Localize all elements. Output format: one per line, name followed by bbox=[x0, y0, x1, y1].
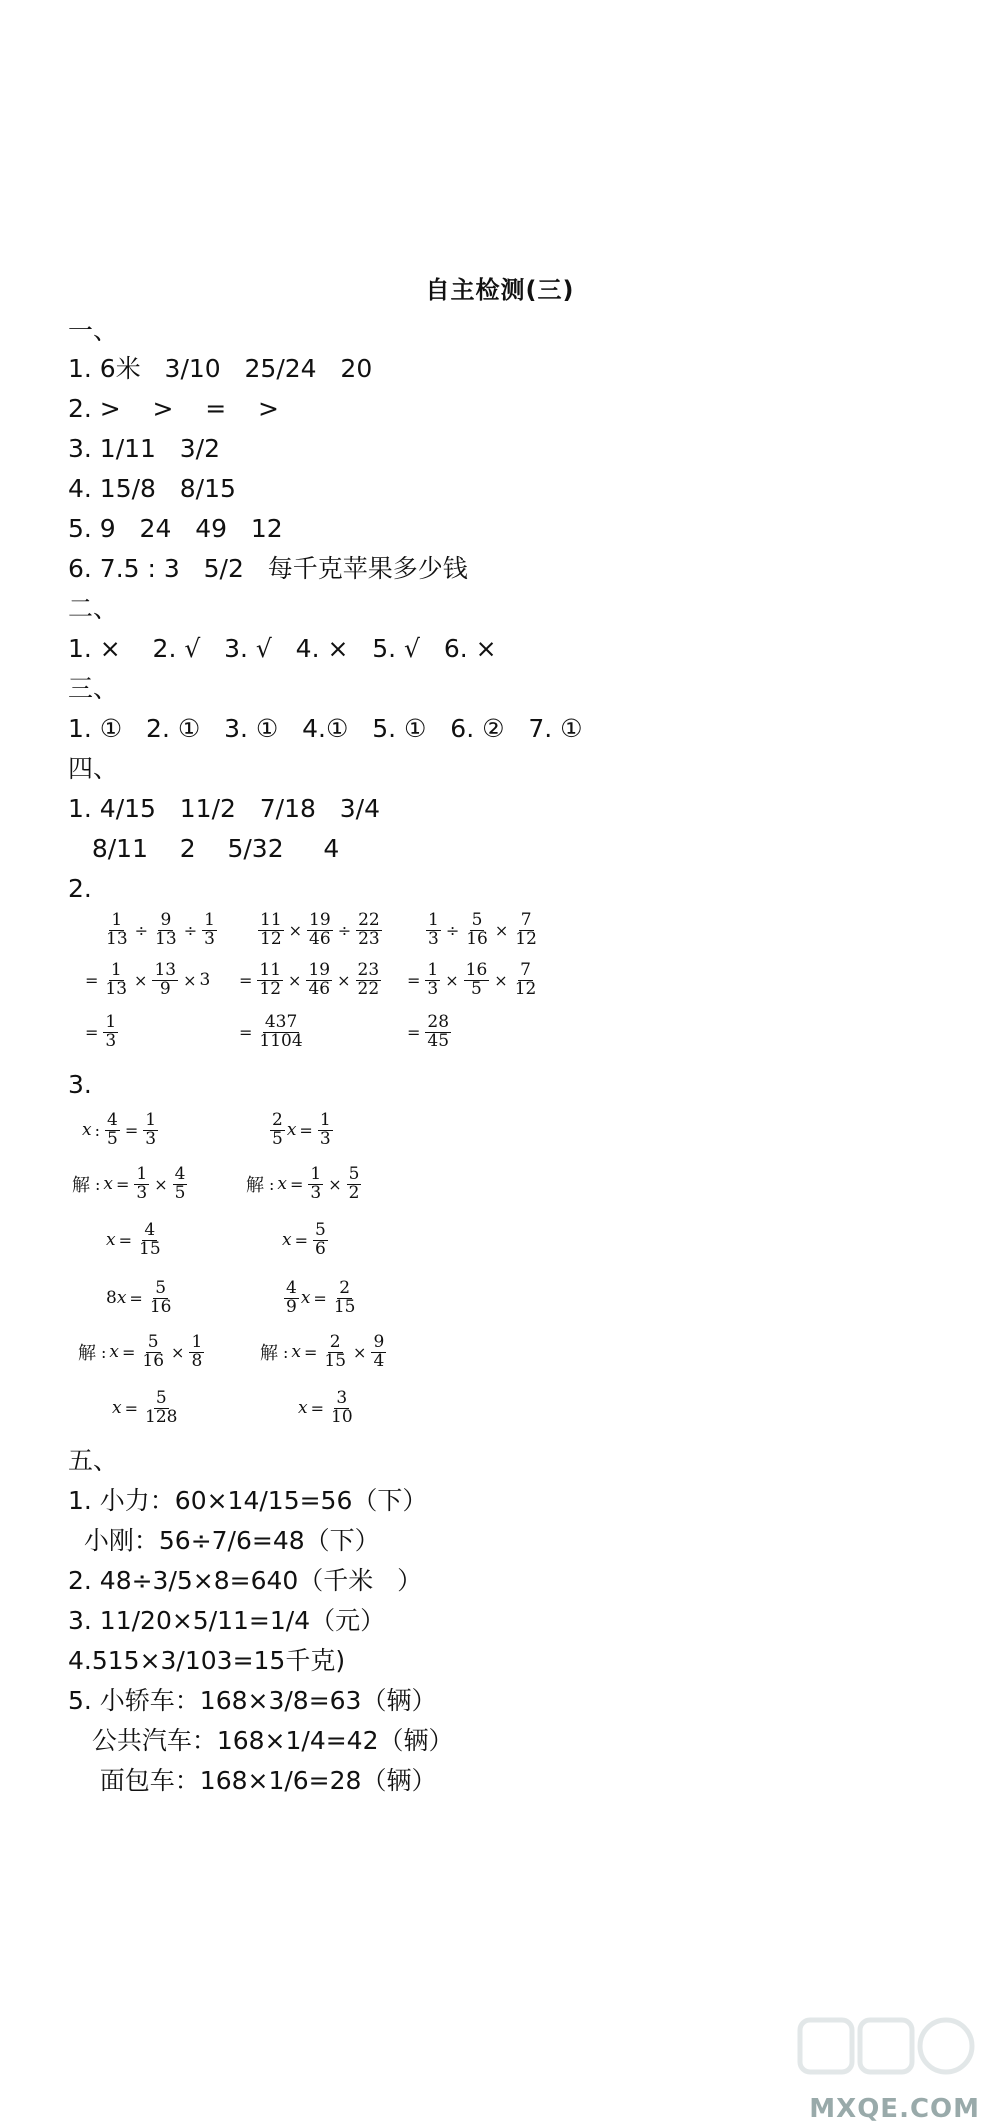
calc-1-line-1: $\frac{1}{13}$ ÷ $\frac{9}{13}$ ÷ $\frac{1}{3}$ bbox=[106, 910, 215, 949]
equation-b-line-1: $\frac{2}{5}$ x = $\frac{1}{3}$ bbox=[272, 1110, 331, 1149]
question-label: 2. bbox=[68, 874, 92, 903]
section-heading-2: 二、 bbox=[68, 594, 119, 623]
equation-a-line-3: x = $\frac{4}{15}$ bbox=[106, 1220, 161, 1259]
answer-line: 5. 小轿车：168×3/8=63（辆） bbox=[68, 1686, 437, 1715]
equation-a-line-1: x : $\frac{4}{5}$ = $\frac{1}{3}$ bbox=[82, 1110, 157, 1149]
calc-1-line-3: = $\frac{1}{3}$ bbox=[85, 1012, 117, 1051]
section-heading-4: 四、 bbox=[68, 754, 119, 783]
section-heading-5: 五、 bbox=[68, 1446, 119, 1475]
answer-line: 2. > > = > bbox=[68, 394, 279, 423]
page-title: 自主检测(三) bbox=[425, 276, 575, 304]
calc-2-line-3: = $\frac{437}{1104}$ bbox=[239, 1012, 303, 1051]
equation-c-line-2: 解 : x = $\frac{5}{16}$ × $\frac{1}{8}$ bbox=[78, 1332, 203, 1371]
equation-d-line-1: $\frac{4}{9}$ x = $\frac{2}{15}$ bbox=[286, 1278, 356, 1317]
calc-2-line-1: $\frac{11}{12}$ × $\frac{19}{46}$ ÷ $\frac{22}{23}$ bbox=[260, 910, 380, 949]
answer-line: 1. × 2. √ 3. √ 4. × 5. √ 6. × bbox=[68, 634, 497, 663]
equation-d-line-2: 解 : x = $\frac{2}{15}$ × $\frac{9}{4}$ bbox=[260, 1332, 385, 1371]
answer-line: 1. ① 2. ① 3. ① 4.① 5. ① 6. ② 7. ① bbox=[68, 714, 583, 743]
section-heading-3: 三、 bbox=[68, 674, 119, 703]
equation-b-line-2: 解 : x = $\frac{1}{3}$ × $\frac{5}{2}$ bbox=[246, 1164, 360, 1203]
answer-line: 面包车：168×1/6=28（辆） bbox=[68, 1766, 437, 1795]
section-heading-1: 一、 bbox=[68, 316, 119, 345]
answer-line: 5. 9 24 49 12 bbox=[68, 514, 283, 543]
calc-2-line-2: = $\frac{11}{12}$ × $\frac{19}{46}$ × $\frac{23}{22}$ bbox=[239, 960, 380, 999]
calc-3-line-3: = $\frac{28}{45}$ bbox=[407, 1012, 450, 1051]
answer-line: 4. 15/8 8/15 bbox=[68, 474, 236, 503]
equation-a-line-2: 解 : x = $\frac{1}{3}$ × $\frac{4}{5}$ bbox=[72, 1164, 186, 1203]
answer-line: 4.515×3/103=15千克) bbox=[68, 1646, 346, 1675]
calc-3-line-2: = $\frac{1}{3}$ × $\frac{16}{5}$ × $\frac{7}{12}$ bbox=[407, 960, 537, 999]
answer-line: 1. 6米 3/10 25/24 20 bbox=[68, 354, 373, 383]
answer-line: 1. 4/15 11/2 7/18 3/4 bbox=[68, 794, 380, 823]
answer-line: 公共汽车：168×1/4=42（辆） bbox=[68, 1726, 454, 1755]
calc-1-line-2: = $\frac{1}{13}$ × $\frac{13}{9}$ × 3 bbox=[85, 960, 211, 999]
answer-line: 3. 1/11 3/2 bbox=[68, 434, 221, 463]
equation-b-line-3: x = $\frac{5}{6}$ bbox=[282, 1220, 326, 1259]
question-label: 3. bbox=[68, 1070, 92, 1099]
equation-d-line-3: x = $\frac{3}{10}$ bbox=[298, 1388, 353, 1427]
watermark-logo-icon bbox=[796, 2012, 976, 2084]
answer-line: 1. 小力：60×14/15=56（下） bbox=[68, 1486, 428, 1515]
answer-line: 3. 11/20×5/11=1/4（元） bbox=[68, 1606, 386, 1635]
answer-line: 小刚：56÷7/6=48（下） bbox=[68, 1526, 380, 1555]
answer-line: 2. 48÷3/5×8=640（千米 ） bbox=[68, 1566, 423, 1595]
calc-3-line-1: $\frac{1}{3}$ ÷ $\frac{5}{16}$ × $\frac{7}{12}$ bbox=[428, 910, 537, 949]
equation-c-line-1: 8 x = $\frac{5}{16}$ bbox=[106, 1278, 172, 1317]
answer-line: 6. 7.5 : 3 5/2 每千克苹果多少钱 bbox=[68, 554, 468, 583]
watermark-text: MXQE.COM bbox=[809, 2094, 980, 2124]
answer-line: 8/11 2 5/32 4 bbox=[68, 834, 340, 863]
equation-c-line-3: x = $\frac{5}{128}$ bbox=[112, 1388, 178, 1427]
